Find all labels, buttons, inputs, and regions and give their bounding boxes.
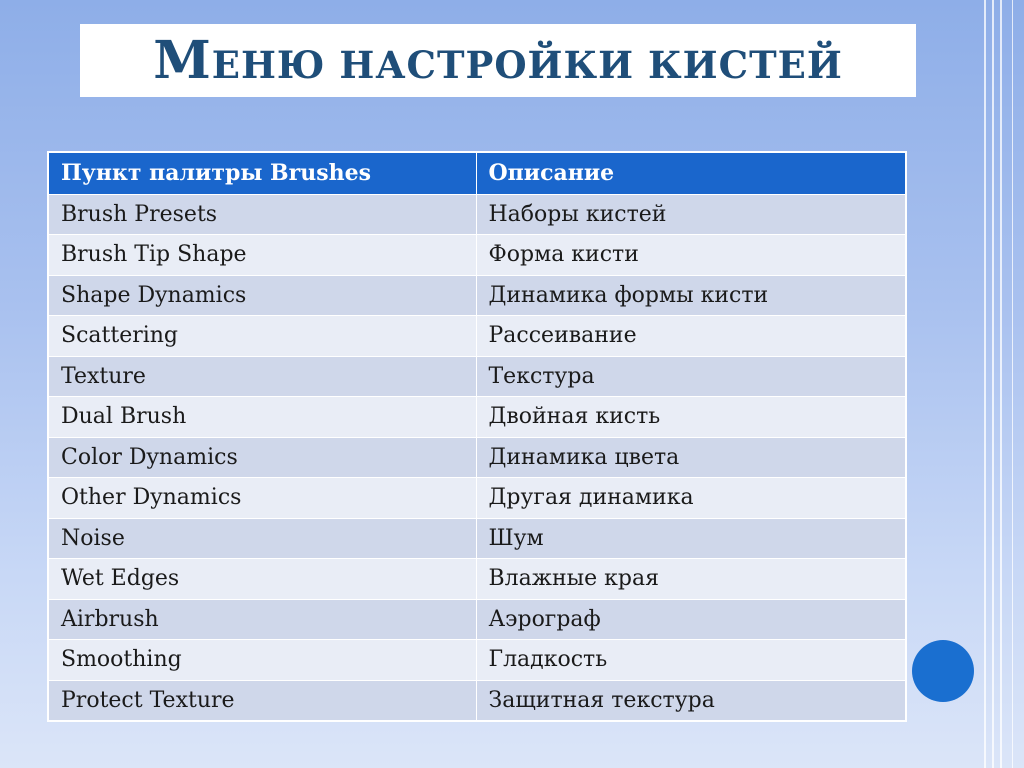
table-cell-item: Texture <box>48 356 476 397</box>
table-row <box>48 356 906 397</box>
brush-settings-table <box>47 151 907 722</box>
table-cell-description: Рассеивание <box>476 316 906 357</box>
header-palette-item: Пункт палитры Brushes <box>48 152 476 194</box>
table-cell-description: Форма кисти <box>476 235 906 276</box>
table-cell-item: Airbrush <box>48 599 476 640</box>
decor-line <box>992 0 994 768</box>
slide-title-box <box>80 24 916 97</box>
table-cell-description: Текстура <box>476 356 906 397</box>
table-cell-item: Brush Tip Shape <box>48 235 476 276</box>
title-rest: ЕНЮ НАСТРОЙКИ КИСТЕЙ <box>211 43 843 87</box>
table-cell-item: Brush Presets <box>48 194 476 235</box>
table-cell-description: Другая динамика <box>476 478 906 519</box>
table-row <box>48 397 906 438</box>
table-row <box>48 559 906 600</box>
table-cell-item: Other Dynamics <box>48 478 476 519</box>
table-cell-description: Гладкость <box>476 640 906 681</box>
table-cell-item: Wet Edges <box>48 559 476 600</box>
decor-line <box>984 0 986 768</box>
table-row <box>48 599 906 640</box>
table-cell-description: Шум <box>476 518 906 559</box>
table-cell-item: Noise <box>48 518 476 559</box>
table-row <box>48 518 906 559</box>
slide-title <box>153 30 843 91</box>
table-row <box>48 437 906 478</box>
table-row <box>48 640 906 681</box>
table-row <box>48 478 906 519</box>
table-cell-item: Color Dynamics <box>48 437 476 478</box>
decor-line <box>1012 0 1013 768</box>
table-cell-item: Dual Brush <box>48 397 476 438</box>
table-cell-description: Наборы кистей <box>476 194 906 235</box>
table-cell-item: Smoothing <box>48 640 476 681</box>
decor-circle <box>912 640 974 702</box>
table-cell-description: Динамика формы кисти <box>476 275 906 316</box>
title-first-letter: М <box>153 30 212 91</box>
table-header-row <box>48 152 906 194</box>
table-cell-item: Scattering <box>48 316 476 357</box>
table-cell-description: Двойная кисть <box>476 397 906 438</box>
table-row <box>48 235 906 276</box>
table-row <box>48 316 906 357</box>
table-cell-item: Shape Dynamics <box>48 275 476 316</box>
table-row <box>48 275 906 316</box>
table-row <box>48 194 906 235</box>
decor-line <box>1000 0 1002 768</box>
table-row <box>48 680 906 721</box>
table-cell-item: Protect Texture <box>48 680 476 721</box>
table-cell-description: Аэрограф <box>476 599 906 640</box>
table-cell-description: Динамика цвета <box>476 437 906 478</box>
header-description: Описание <box>476 152 906 194</box>
table-cell-description: Влажные края <box>476 559 906 600</box>
table-cell-description: Защитная текстура <box>476 680 906 721</box>
